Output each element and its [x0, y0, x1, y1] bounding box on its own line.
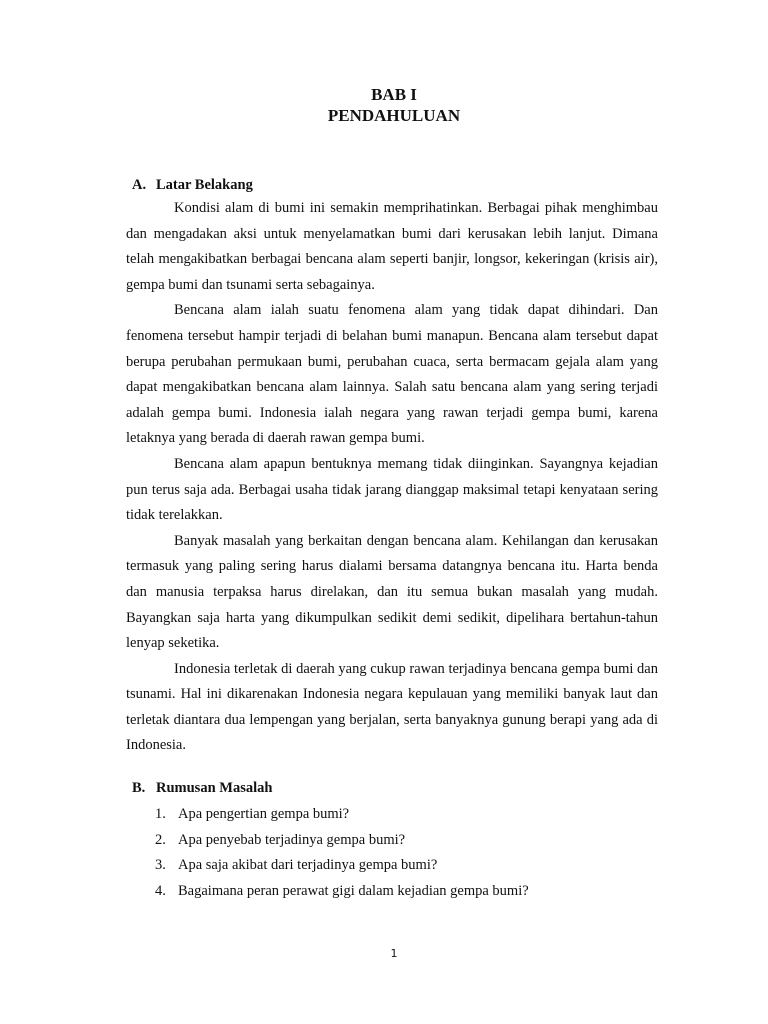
list-text: Apa penyebab terjadinya gempa bumi? — [178, 831, 406, 848]
list-number: 4. — [155, 882, 166, 899]
list-text: Apa pengertian gempa bumi? — [178, 806, 350, 822]
paragraph: Indonesia terletak di daerah yang cukup rawan terjadinya bencana gempa bumi dan tsunami. Hal ini dikarenakan Indonesia negara kepulauan yang memiliki banyak laut dan terletak diantara dua lempengan yang berjalan, serta banyaknya gunung berapi yang ada di Indonesia. — [126, 660, 658, 754]
chapter-number: BAB I — [371, 85, 417, 104]
paragraph: Kondisi alam di bumi ini semakin memprihatinkan. Berbagai pihak menghimbau dan mengadakan aksi untuk menyelamatkan bumi dari kerusakan lebih lanjut. Dimana telah mengakibatkan berbagai bencana alam seperti banjir, longsor, kekeringan (krisis air), gempa bumi dan tsunami serta sebagainya. — [126, 200, 658, 293]
list-number: 3. — [155, 857, 166, 873]
paragraph: Bencana alam apapun bentuknya memang tidak diinginkan. Sayangnya kejadian pun terus saja ada. Berbagai usaha tidak jarang dianggap maksimal tetapi kenyataan sering tidak terelakkan. — [126, 455, 658, 524]
list-text: Apa saja akibat dari terjadinya gempa bumi? — [178, 857, 438, 873]
problem-list — [155, 802, 529, 904]
chapter-name: PENDAHULUAN — [327, 106, 461, 125]
list-item — [155, 879, 529, 905]
paragraph: Bencana alam ialah suatu fenomena alam yang tidak dapat dihindari. Dan fenomena tersebut hampir terjadi di belahan bumi manapun. Bencana alam tersebut dapat berupa perubahan permukaan bumi, perubahan cuaca, serta bermacam gejala alam yang dapat mengakibatkan bencana alam lainnya. Salah satu bencana alam yang sering terjadi adalah gempa bumi. Indonesia ialah negara yang rawan terjadi gempa bumi, karena letaknya yang berada di daerah rawan gempa bumi. — [126, 302, 658, 447]
section-a-body — [126, 196, 658, 759]
list-number: 2. — [155, 831, 166, 848]
list-item — [155, 802, 529, 828]
list-text: Bagaimana peran perawat gigi dalam kejadian gempa bumi? — [178, 882, 529, 899]
section-a-heading — [132, 175, 253, 195]
list-item — [155, 853, 529, 879]
list-item — [155, 828, 529, 854]
paragraph: Banyak masalah yang berkaitan dengan bencana alam. Kehilangan dan kerusakan termasuk yang paling sering harus dialami bersama datangnya bencana itu. Harta benda dan manusia terpaksa harus direlakan, dan itu semua bukan masalah yang mudah. Bayangkan saja harta yang dikumpulkan sedikit demi sedikit, dipelihara bertahun-tahun lenyap seketika. — [126, 532, 658, 652]
page-number: 1 — [390, 947, 398, 960]
list-number: 1. — [155, 806, 166, 822]
section-b-letter: B. — [132, 780, 146, 796]
section-b-heading — [132, 778, 272, 798]
chapter-title — [0, 84, 768, 126]
section-a-letter: A. — [132, 177, 147, 193]
section-b-title: Rumusan Masalah — [156, 780, 273, 796]
section-a-title: Latar Belakang — [156, 177, 253, 193]
